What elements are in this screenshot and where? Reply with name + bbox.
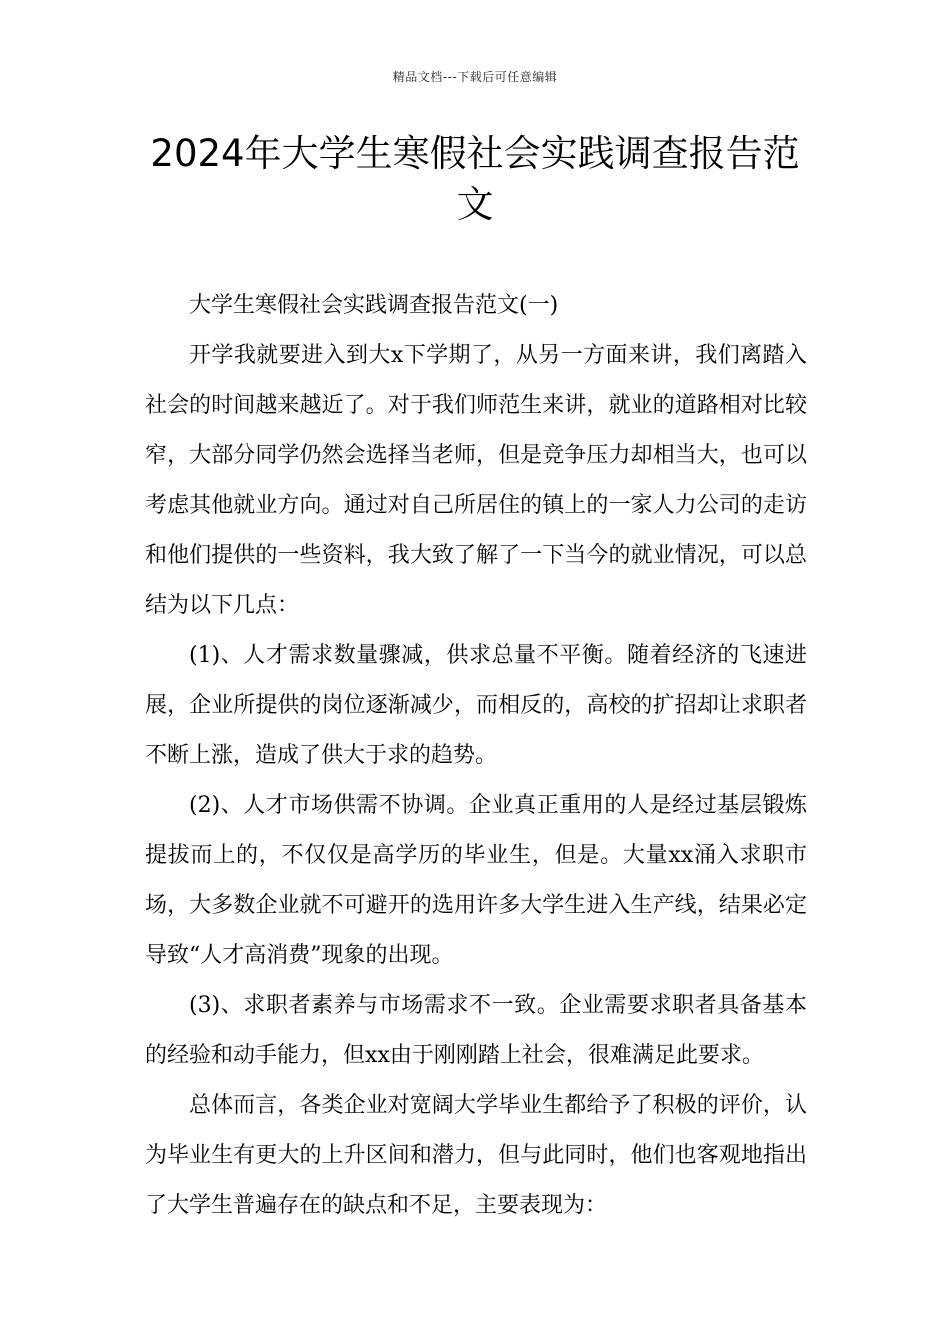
paragraph: (1)、人才需求数量骤减，供求总量不平衡。随着经济的飞速进展，企业所提供的岗位逐渐减少，而相反的，高校的扩招却让求职者不断上涨，造成了供大于求的趋势。: [145, 643, 807, 768]
paragraph: (3)、求职者素养与市场需求不一致。企业需要求职者具备基本的经验和动手能力，但xx由于刚刚踏上社会，很难满足此要求。: [145, 993, 807, 1068]
document-body: [145, 281, 807, 1231]
document-title: 2024年大学生寒假社会实践调查报告范文: [150, 132, 800, 226]
header-note: 精品文档---下载后可任意编辑: [392, 70, 558, 84]
paragraph: 开学我就要进入到大x下学期了，从另一方面来讲，我们离踏入社会的时间越来越近了。对于我们师范生来讲，就业的道路相对比较窄，大部分同学仍然会选择当老师，但是竞争压力却相当大，也可以考虑其他就业方向。通过对自己所居住的镇上的一家人力公司的走访和他们提供的一些资料，我大致了解了一下当今的就业情况，可以总结为以下几点：: [145, 343, 807, 618]
section-heading: 大学生寒假社会实践调查报告范文(一): [189, 293, 559, 318]
paragraph: (2)、人才市场供需不协调。企业真正重用的人是经过基层锻炼提拔而上的，不仅仅是高学历的毕业生，但是。大量xx涌入求职市场，大多数企业就不可避开的选用许多大学生进入生产线，结果必定导致“人才高消费”现象的出现。: [145, 793, 807, 968]
paragraph: 总体而言，各类企业对宽阔大学毕业生都给予了积极的评价，认为毕业生有更大的上升区间和潜力，但与此同时，他们也客观地指出了大学生普遍存在的缺点和不足，主要表现为：: [145, 1093, 807, 1218]
